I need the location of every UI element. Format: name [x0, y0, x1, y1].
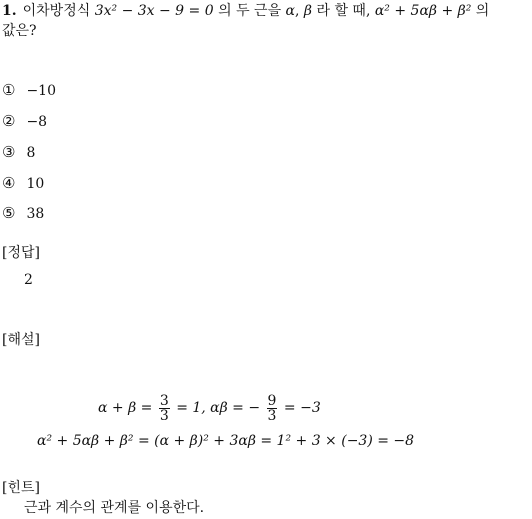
question-text-3: 라 할 때,: [312, 3, 375, 19]
eq1-left: α + β =: [98, 400, 153, 416]
hint-label: [힌트]: [2, 480, 40, 496]
question-text-2: 의 두 근을: [213, 3, 286, 19]
choice-5-value: 38: [26, 206, 45, 222]
eq1-fraction-2-numerator: 9: [267, 392, 277, 409]
choice-2[interactable]: [2, 111, 47, 132]
explanation-equation-1: [98, 390, 321, 426]
choice-4-mark: ④: [2, 174, 16, 192]
choice-1[interactable]: [2, 80, 56, 101]
eq1-fraction-1-numerator: 3: [159, 392, 169, 409]
question-line-1: [2, 1, 489, 21]
eq1-fraction-2: [267, 394, 278, 423]
explanation-label: [해설]: [2, 332, 40, 348]
question-beta: β: [303, 3, 313, 19]
choice-3[interactable]: [2, 142, 35, 163]
choice-5[interactable]: [2, 203, 44, 224]
eq1-fraction-1-denominator: 3: [159, 407, 169, 424]
choice-3-mark: ③: [2, 143, 16, 161]
question-text-1: 이차방정식: [22, 3, 95, 19]
question-text-4: 의: [471, 3, 490, 19]
question-alpha: α: [285, 3, 296, 19]
question-expression: α² + 5αβ + β²: [374, 3, 472, 19]
question-comma: ,: [295, 3, 300, 19]
choice-5-mark: ⑤: [2, 204, 16, 222]
question-number: 1.: [2, 3, 17, 19]
question-equation: 3x² − 3x − 9 = 0: [94, 3, 214, 19]
answer-label: [정답]: [2, 245, 40, 261]
answer-value: 2: [24, 272, 33, 288]
choice-3-value: 8: [26, 145, 36, 161]
eq1-fraction-1: [159, 394, 170, 423]
question-line-2: 값은?: [2, 23, 37, 39]
choice-4-value: 10: [26, 176, 45, 192]
choice-4[interactable]: [2, 173, 44, 194]
choice-1-value: −10: [26, 83, 56, 99]
eq1-fraction-2-denominator: 3: [267, 407, 277, 424]
explanation-equation-2: α² + 5αβ + β² = (α + β)² + 3αβ = 1² + 3 × (−3) = −8: [37, 433, 415, 449]
choice-2-value: −8: [26, 114, 48, 130]
hint-text: 근과 계수의 관계를 이용한다.: [24, 500, 205, 516]
choice-2-mark: ②: [2, 112, 16, 130]
choice-1-mark: ①: [2, 81, 16, 99]
eq1-middle: = 1, αβ = −: [176, 400, 261, 416]
eq1-right: = −3: [283, 400, 321, 416]
